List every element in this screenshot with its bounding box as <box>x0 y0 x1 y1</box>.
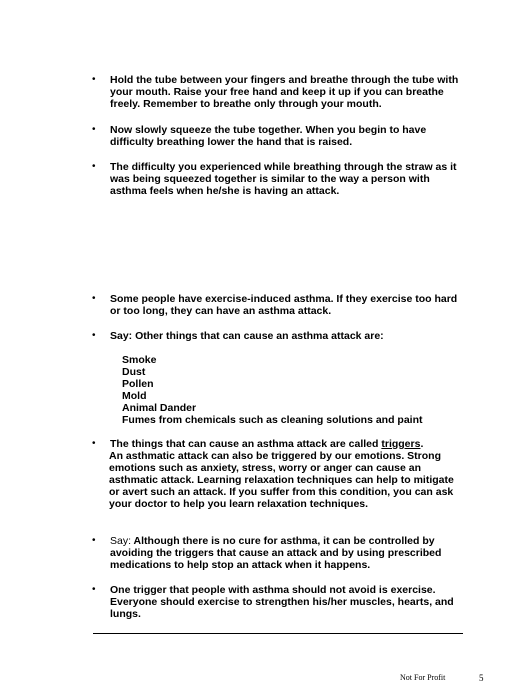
triggers-list <box>122 354 423 426</box>
bullet-marker: • <box>92 330 96 341</box>
bullet-marker: • <box>92 438 96 449</box>
bullet-text: The difficulty you experienced while breathing through the straw as it was being squeezed together is similar to the way a person with asthma feels when he/she is having an attack. <box>110 161 457 197</box>
bullet-text: Say: Other things that can cause an asthma attack are: <box>110 330 384 342</box>
bullet-marker: • <box>92 584 96 595</box>
say-label: Say: <box>110 535 132 547</box>
list-item: Dust <box>122 366 146 378</box>
list-item: Animal Dander <box>122 402 197 414</box>
bullet-marker: • <box>92 161 96 172</box>
bullet-marker: • <box>92 293 96 304</box>
bullet-marker: • <box>92 124 96 135</box>
page-number: 5 <box>479 673 484 683</box>
bullet-text: One trigger that people with asthma should not avoid is exercise. Everyone should exercise to strengthen his/her muscles, hearts, and lungs. <box>110 584 454 620</box>
list-item: Pollen <box>122 378 154 390</box>
list-item: Mold <box>122 390 147 402</box>
footer-label: Not For Profit <box>400 673 446 682</box>
bullet-text: Now slowly squeeze the tube together. When you begin to have difficulty breathing lower the hand that is raised. <box>110 124 427 148</box>
triggers-paragraph: An asthmatic attack can also be triggered by our emotions. Strong emotions such as anxiety, stress, worry or anger can cause an asthmatic attack. Learning relaxation techniques can help to mitigate or avert such an attack. If you suffer from this condition, you can ask your doctor to help you learn relaxation techniques. <box>109 450 454 510</box>
bullet-text: Hold the tube between your fingers and breathe through the tube with your mouth. Raise your free hand and keep it up if you can breathe freely. Remember to breathe only through your mouth. <box>110 74 459 110</box>
bullet-text: Some people have exercise-induced asthma. If they exercise too hard or too long, they can have an asthma attack. <box>110 293 458 317</box>
bullet-marker: • <box>92 535 96 546</box>
list-item: Smoke <box>122 354 157 366</box>
underlined-term: triggers <box>381 438 421 450</box>
bullet-text: The things that can cause an asthma attack are called triggers. <box>110 438 424 450</box>
footer-rule <box>93 633 463 634</box>
bullet-text: Say: Although there is no cure for asthma, it can be controlled by avoiding the triggers that cause an attack and by using prescribed medications to help stop an attack when it happens. <box>110 535 442 571</box>
bullet-marker: • <box>92 74 96 85</box>
list-item: Fumes from chemicals such as cleaning solutions and paint <box>122 414 423 426</box>
